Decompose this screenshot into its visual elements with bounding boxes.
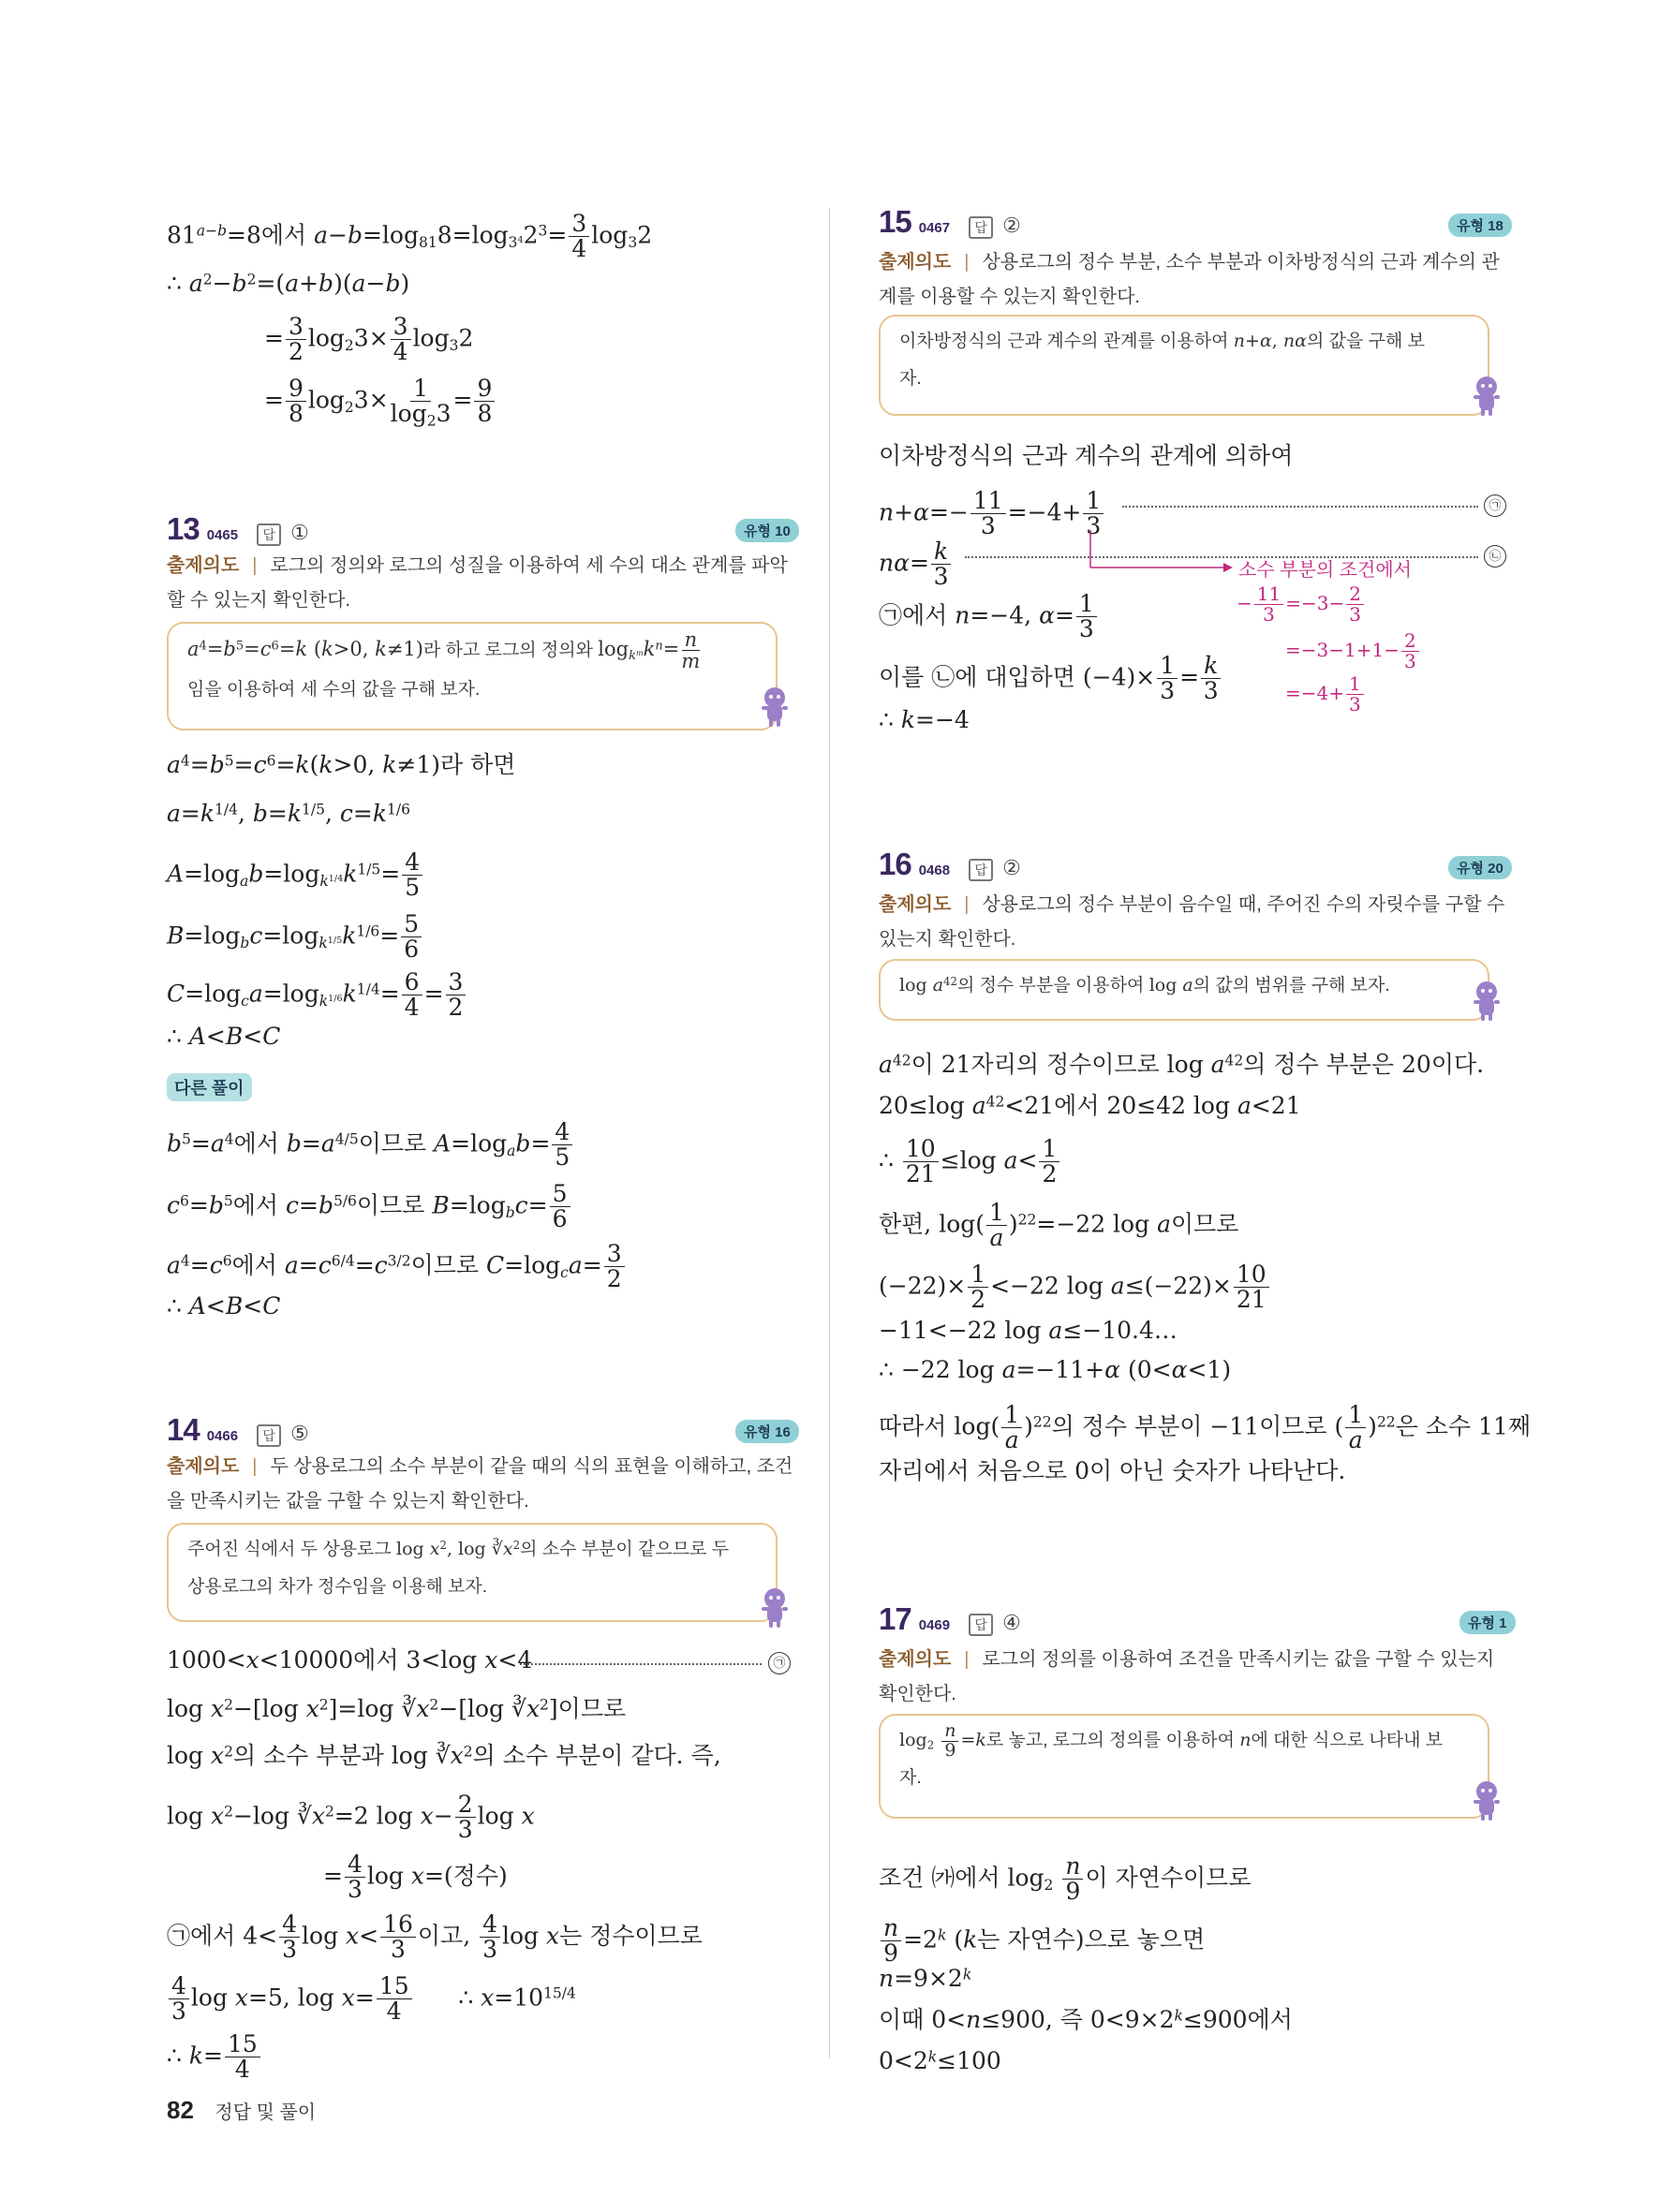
- q16-answer: ②: [1002, 856, 1021, 879]
- q13-hint-box: $a^4=b^5=c^6=k$ (k>0, k≠1)라 하고 로그의 정의와 $\log_{k^m}k^n=$ $\frac{n}{m}$ 임을 이용하여 세 수의 값을 구해 보자.: [167, 622, 778, 730]
- q17-header: [879, 1601, 1021, 1637]
- intent-label: 출제의도: [167, 555, 240, 576]
- annotation-arrow: [1040, 524, 1237, 577]
- mascot-icon: [759, 1586, 791, 1628]
- q17-answer: ④: [1002, 1611, 1021, 1634]
- q14-line-2: $\log x^2-[\log$ $x^2]=\log$ $∛x^2-[\log$ $∛x^2$]이므로: [167, 1695, 627, 1722]
- q15-line-6: ∴ k=−4: [879, 706, 970, 733]
- q14-type-badge: 유형 16: [735, 1420, 799, 1443]
- marker-circle-1: ㉠: [768, 1652, 791, 1674]
- q15-line-2: n+α=− $\frac{11}{3}$ =−4+ $\frac{1}{3}$: [879, 489, 1105, 539]
- q15-type-badge: 유형 18: [1448, 214, 1512, 237]
- q15-code: 0467: [918, 220, 951, 236]
- q13-code: 0465: [206, 527, 239, 543]
- q14-answer: ⑤: [290, 1422, 309, 1445]
- q16-header: [879, 847, 1021, 882]
- q12-line-2: ∴ $a^2-b^2=(a+b)(a-b)$: [167, 270, 410, 297]
- q15-note-1: − $\frac{11}{3}$ =−3− $\frac{2}{3}$: [1237, 584, 1366, 625]
- q13-line-2: $a=k^{1/4}$, $b=k^{1/5}$, $c=k^{1/6}$: [167, 800, 410, 827]
- q17-line-1: 조건 ㈎에서 $\log_2$ $\frac{n}{9}$ 이 자연수이므로: [879, 1852, 1252, 1906]
- q15-intent: 출제의도 | 상용로그의 정수 부분, 소수 부분과 이차방정식의 근과 계수의 관계를 이용할 수 있는지 확인한다.: [879, 252, 1500, 307]
- q16-line-9: 자리에서 처음으로 0이 아닌 숫자가 나타난다.: [879, 1457, 1346, 1484]
- answer-icon: 답: [969, 859, 993, 881]
- q13-alt-line-1: $b^5=a^4$에서 $b=a^{4/5}$이므로 $A=\log_ab=$ $\frac{4}{5}$: [167, 1120, 574, 1171]
- marker-circle-1: ㉠: [1484, 494, 1506, 517]
- q17-line-2: $\frac{n}{9}$ $=2^k$ (k는 자연수)으로 놓으면: [879, 1916, 1205, 1967]
- q17-code: 0469: [918, 1617, 951, 1633]
- q14-line-7: $\frac{4}{3}$ log x=5, log x= $\frac{15}{4}$ ∴ $x=10^{15/4}$: [167, 1974, 576, 2025]
- q14-line-8: ∴ k= $\frac{15}{4}$: [167, 2032, 262, 2083]
- q13-alt-badge: 다른 풀이: [167, 1073, 252, 1101]
- q14-line-1: 1000<x<10000에서 3<log x<4: [167, 1646, 533, 1674]
- q12-line-4: = $\frac{9}{8}$ $\log_23\times$ $\frac{1}{\log_23}$ = $\frac{9}{8}$: [264, 376, 496, 427]
- q13-intent: 출제의도 | 로그의 정의와 로그의 성질을 이용하여 세 수의 대소 관계를 파악할 수 있는지 확인한다.: [167, 555, 788, 611]
- q17-line-5: $0<2^k\le 100$: [879, 2047, 1001, 2074]
- intent-label: 출제의도: [879, 252, 952, 273]
- column-divider: [829, 208, 830, 2058]
- q14-intent-text: 두 상용로그의 소수 부분이 같을 때의 식의 표현을 이해하고, 조건을 만족시키는 값을 구할 수 있는지 확인한다.: [167, 1456, 793, 1512]
- q14-header: [167, 1412, 309, 1448]
- q13-intent-text: 로그의 정의와 로그의 성질을 이용하여 세 수의 대소 관계를 파악할 수 있는지 확인한다.: [167, 555, 788, 611]
- q14-line-4: $\log x^2-\log$ $∛x^2=2$ log x− $\frac{2}{3}$ log x: [167, 1791, 535, 1844]
- q13-line-5: $C=\log_ca=\log_{k^{1/6}}k^{1/4}=$ $\frac{6}{4}$ = $\frac{3}{2}$: [167, 970, 467, 1021]
- q13-alt-line-4: ∴ A<B<C: [167, 1292, 281, 1320]
- q15-line-5: 이를 ㉡에 대입하면 (−4)× $\frac{1}{3}$ = $\frac{k}{3}$: [879, 654, 1222, 704]
- q14-hint-box: 주어진 식에서 두 상용로그 $\log x^2$, $\log ∛x^2$의 소수 부분이 같으므로 두 상용로그의 차가 정수임을 이용해 보자.: [167, 1523, 778, 1622]
- q15-note-title: 소수 부분의 조건에서: [1238, 560, 1412, 581]
- mascot-icon: [1471, 375, 1503, 416]
- q17-intent: 출제의도 | 로그의 정의를 이용하여 조건을 만족시키는 값을 구할 수 있는지 확인한다.: [879, 1649, 1495, 1704]
- q16-line-8: 따라서 log( $\frac{1}{a}$ )$^{22}$의 정수 부분이 −11이므로 ( $\frac{1}{a}$ )$^{22}$은 소수 11째: [879, 1401, 1531, 1454]
- intent-label: 출제의도: [879, 1649, 952, 1670]
- q16-line-3: ∴ $\frac{10}{21}$ ≤log a< $\frac{1}{2}$: [879, 1137, 1061, 1187]
- answer-icon: 답: [257, 524, 281, 546]
- q17-type-badge: 유형 1: [1459, 1611, 1516, 1634]
- q15-number: 15: [879, 204, 911, 239]
- q13-answer: ①: [290, 521, 309, 544]
- q15-line-4: ㉠에서 n=−4, α= $\frac{1}{3}$: [879, 592, 1099, 642]
- q16-number: 16: [879, 847, 911, 881]
- q13-line-4: $B=\log_bc=\log_{k^{1/5}}k^{1/6}=$ $\frac{5}{6}$: [167, 912, 423, 963]
- q16-intent-text: 상용로그의 정수 부분이 음수일 때, 주어진 수의 자릿수를 구할 수 있는지 확인한다.: [879, 894, 1505, 950]
- page-label: 정답 및 풀이: [215, 2102, 317, 2123]
- q17-line-3: $n=9\times 2^k$: [879, 1965, 972, 1992]
- mascot-icon: [1471, 980, 1503, 1021]
- q14-line-3: $\log x^2$의 소수 부분과 $\log ∛x^2$의 소수 부분이 같다. 즉,: [167, 1742, 721, 1769]
- q14-line-5: = $\frac{4}{3}$ log x=(정수): [323, 1851, 508, 1904]
- q15-intent-text: 상용로그의 정수 부분, 소수 부분과 이차방정식의 근과 계수의 관계를 이용할 수 있는지 확인한다.: [879, 252, 1500, 307]
- q16-line-1: $a^{42}$이 21자리의 정수이므로 $\log a^{42}$의 정수 부분은 20이다.: [879, 1051, 1485, 1078]
- q14-number: 14: [167, 1412, 200, 1447]
- answer-icon: 답: [257, 1424, 281, 1447]
- q13-alt-line-2: $c^6=b^5$에서 $c=b^{5/6}$이므로 $B=\log_bc=$ $\frac{5}{6}$: [167, 1182, 572, 1232]
- q12-line-1: $81^{a-b}=8$에서 $a-b=\log_{81}8=\log_{3^4}2^3=$ $\frac{3}{4}$ $\log_32$: [167, 210, 653, 263]
- leader-dots: [1122, 506, 1478, 508]
- q17-line-4: 이때 0<n≤900, 즉 $0<9\times 2^k\le 900$에서: [879, 2006, 1293, 2033]
- q16-line-5: (−22)× $\frac{1}{2}$ <−22 log a≤(−22)× $\frac{10}{21}$: [879, 1262, 1271, 1313]
- q17-number: 17: [879, 1601, 911, 1636]
- q13-number: 13: [167, 511, 200, 546]
- q13-line-1: $a^4=b^5=c^6=k(k>0$, k≠1)라 하면: [167, 751, 516, 778]
- q15-answer: ②: [1002, 214, 1021, 237]
- q13-alt-line-3: $a^4=c^6$에서 $a=c^{6/4}=c^{3/2}$이므로 $C=\log_ca=$ $\frac{3}{2}$: [167, 1242, 627, 1292]
- intent-label: 출제의도: [879, 894, 952, 915]
- q15-note-2: =−3−1+1− $\frac{2}{3}$: [1285, 631, 1421, 671]
- q13-header: [167, 511, 309, 547]
- q13-line-3: $A=\log_ab=\log_{k^{1/4}}k^{1/5}=$ $\frac{4}{5}$: [167, 850, 424, 901]
- q14-intent: 출제의도 | 두 상용로그의 소수 부분이 같을 때의 식의 표현을 이해하고, 조건을 만족시키는 값을 구할 수 있는지 확인한다.: [167, 1456, 793, 1512]
- answer-icon: 답: [969, 216, 993, 239]
- q14-line-6: ㉠에서 4< $\frac{4}{3}$ log x< $\frac{16}{3}$ 이고, $\frac{4}{3}$ log x는 정수이므로: [167, 1910, 703, 1964]
- q16-intent: 출제의도 | 상용로그의 정수 부분이 음수일 때, 주어진 수의 자릿수를 구할 수 있는지 확인한다.: [879, 894, 1505, 950]
- q17-intent-text: 로그의 정의를 이용하여 조건을 만족시키는 값을 구할 수 있는지 확인한다.: [879, 1649, 1495, 1704]
- answer-icon: 답: [969, 1614, 993, 1636]
- intent-label: 출제의도: [167, 1456, 240, 1477]
- q16-hint-box: $\log a^{42}$의 정수 부분을 이용하여 log a의 값의 범위를 구해 보자.: [879, 959, 1489, 1021]
- q14-code: 0466: [206, 1428, 239, 1444]
- q17-hint-box: $\log_2$ $\frac{n}{9}$ =k로 놓고, 로그의 정의를 이용하여 n에 대한 식으로 나타내 보 자.: [879, 1714, 1489, 1819]
- q15-header: [879, 204, 1021, 240]
- q16-line-4: 한편, log( $\frac{1}{a}$ )$^{22}$=−22 log a이므로: [879, 1199, 1239, 1252]
- q16-line-6: −11<−22 log a≤−10.4…: [879, 1317, 1178, 1344]
- q15-line-1: 이차방정식의 근과 계수의 관계에 의하여: [879, 442, 1294, 469]
- q16-code: 0468: [918, 863, 951, 878]
- q12-line-3: = $\frac{3}{2}$ $\log_23\times$ $\frac{3}{4}$ $\log_32$: [264, 313, 474, 366]
- q13-type-badge: 유형 10: [735, 519, 799, 542]
- q13-line-6: ∴ A<B<C: [167, 1023, 281, 1050]
- q16-type-badge: 유형 20: [1448, 856, 1512, 879]
- q16-line-2: 20≤log $a^{42}<21$에서 20≤42 log a<21: [879, 1092, 1301, 1119]
- leader-dots: [520, 1663, 762, 1665]
- footer: [167, 2096, 316, 2125]
- marker-circle-2: ㉡: [1484, 545, 1506, 568]
- page-number: 82: [167, 2096, 194, 2124]
- q15-hint-box: 이차방정식의 근과 계수의 관계를 이용하여 n+α, nα의 값을 구해 보 자.: [879, 315, 1489, 416]
- q15-note-3: =−4+ $\frac{1}{3}$: [1285, 674, 1366, 715]
- q15-line-3: nα= $\frac{k}{3}$: [879, 539, 953, 590]
- mascot-icon: [759, 686, 791, 727]
- mascot-icon: [1471, 1779, 1503, 1821]
- q16-line-7: ∴ −22 log a=−11+α (0<α<1): [879, 1356, 1232, 1383]
